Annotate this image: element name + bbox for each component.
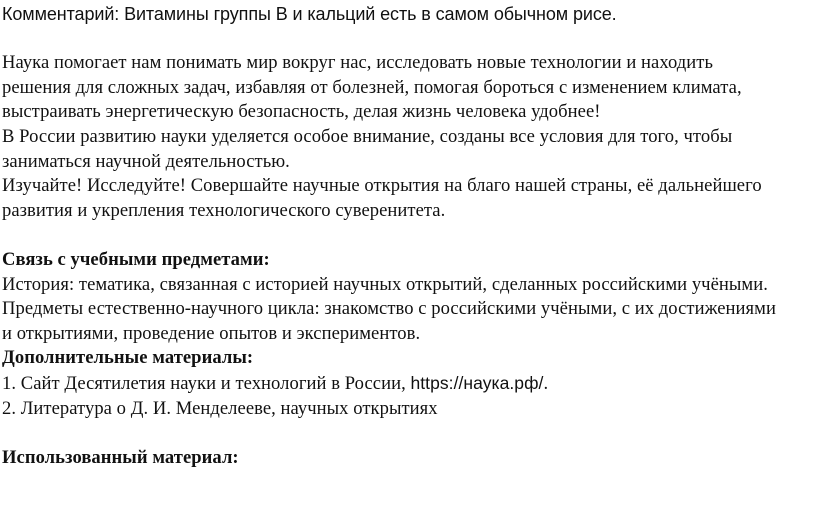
extra-materials-heading: Дополнительные материалы: [2, 347, 254, 369]
spacer [2, 421, 814, 446]
subjects-line: и открытиями, проведение опытов и экспериментов. [2, 322, 421, 344]
intro-line: развития и укрепления технологического суверенитета. [2, 199, 446, 221]
site-url: https://наука.рф/ [410, 372, 544, 393]
subjects-line: История: тематика, связанная с историей научных открытий, сделанных российскими учёными. [2, 273, 768, 295]
intro-line: В России развитию науки уделяется особое внимание, созданы все условия для того, чтобы [2, 125, 733, 147]
subjects-heading: Связь с учебными предметами: [2, 248, 270, 270]
subjects-line: Предметы естественно-научного цикла: знакомство с российскими учёными, с их достижениями [2, 298, 776, 320]
intro-line: Наука помогает нам понимать мир вокруг нас, исследовать новые технологии и находить [2, 52, 713, 74]
comment-line: Комментарий: Витамины группы В и кальций есть в самом обычном рисе. [2, 4, 617, 24]
extra-item-1-suffix: . [543, 372, 549, 394]
intro-line: выстраивать энергетическую безопасность, делая жизнь человека удобнее! [2, 101, 601, 123]
used-materials-heading: Использованный материал: [2, 446, 239, 468]
spacer [2, 27, 814, 52]
intro-paragraph [2, 51, 814, 223]
extra-item-1 [2, 371, 814, 397]
extra-item-1-text: 1. Сайт Десятилетия науки и технологий в России, [2, 372, 411, 394]
spacer [2, 223, 814, 248]
used-materials-section [2, 446, 814, 471]
extra-materials-section [2, 346, 814, 421]
extra-item-2: 2. Литература о Д. И. Менделееве, научных открытиях [2, 397, 438, 419]
subjects-section [2, 248, 814, 346]
intro-line: Изучайте! Исследуйте! Совершайте научные открытия на благо нашей страны, её дальнейшего [2, 175, 762, 197]
intro-line: заниматься научной деятельностью. [2, 150, 290, 172]
intro-line: решения для сложных задач, избавляя от болезней, помогая бороться с изменением климата, [2, 76, 742, 98]
